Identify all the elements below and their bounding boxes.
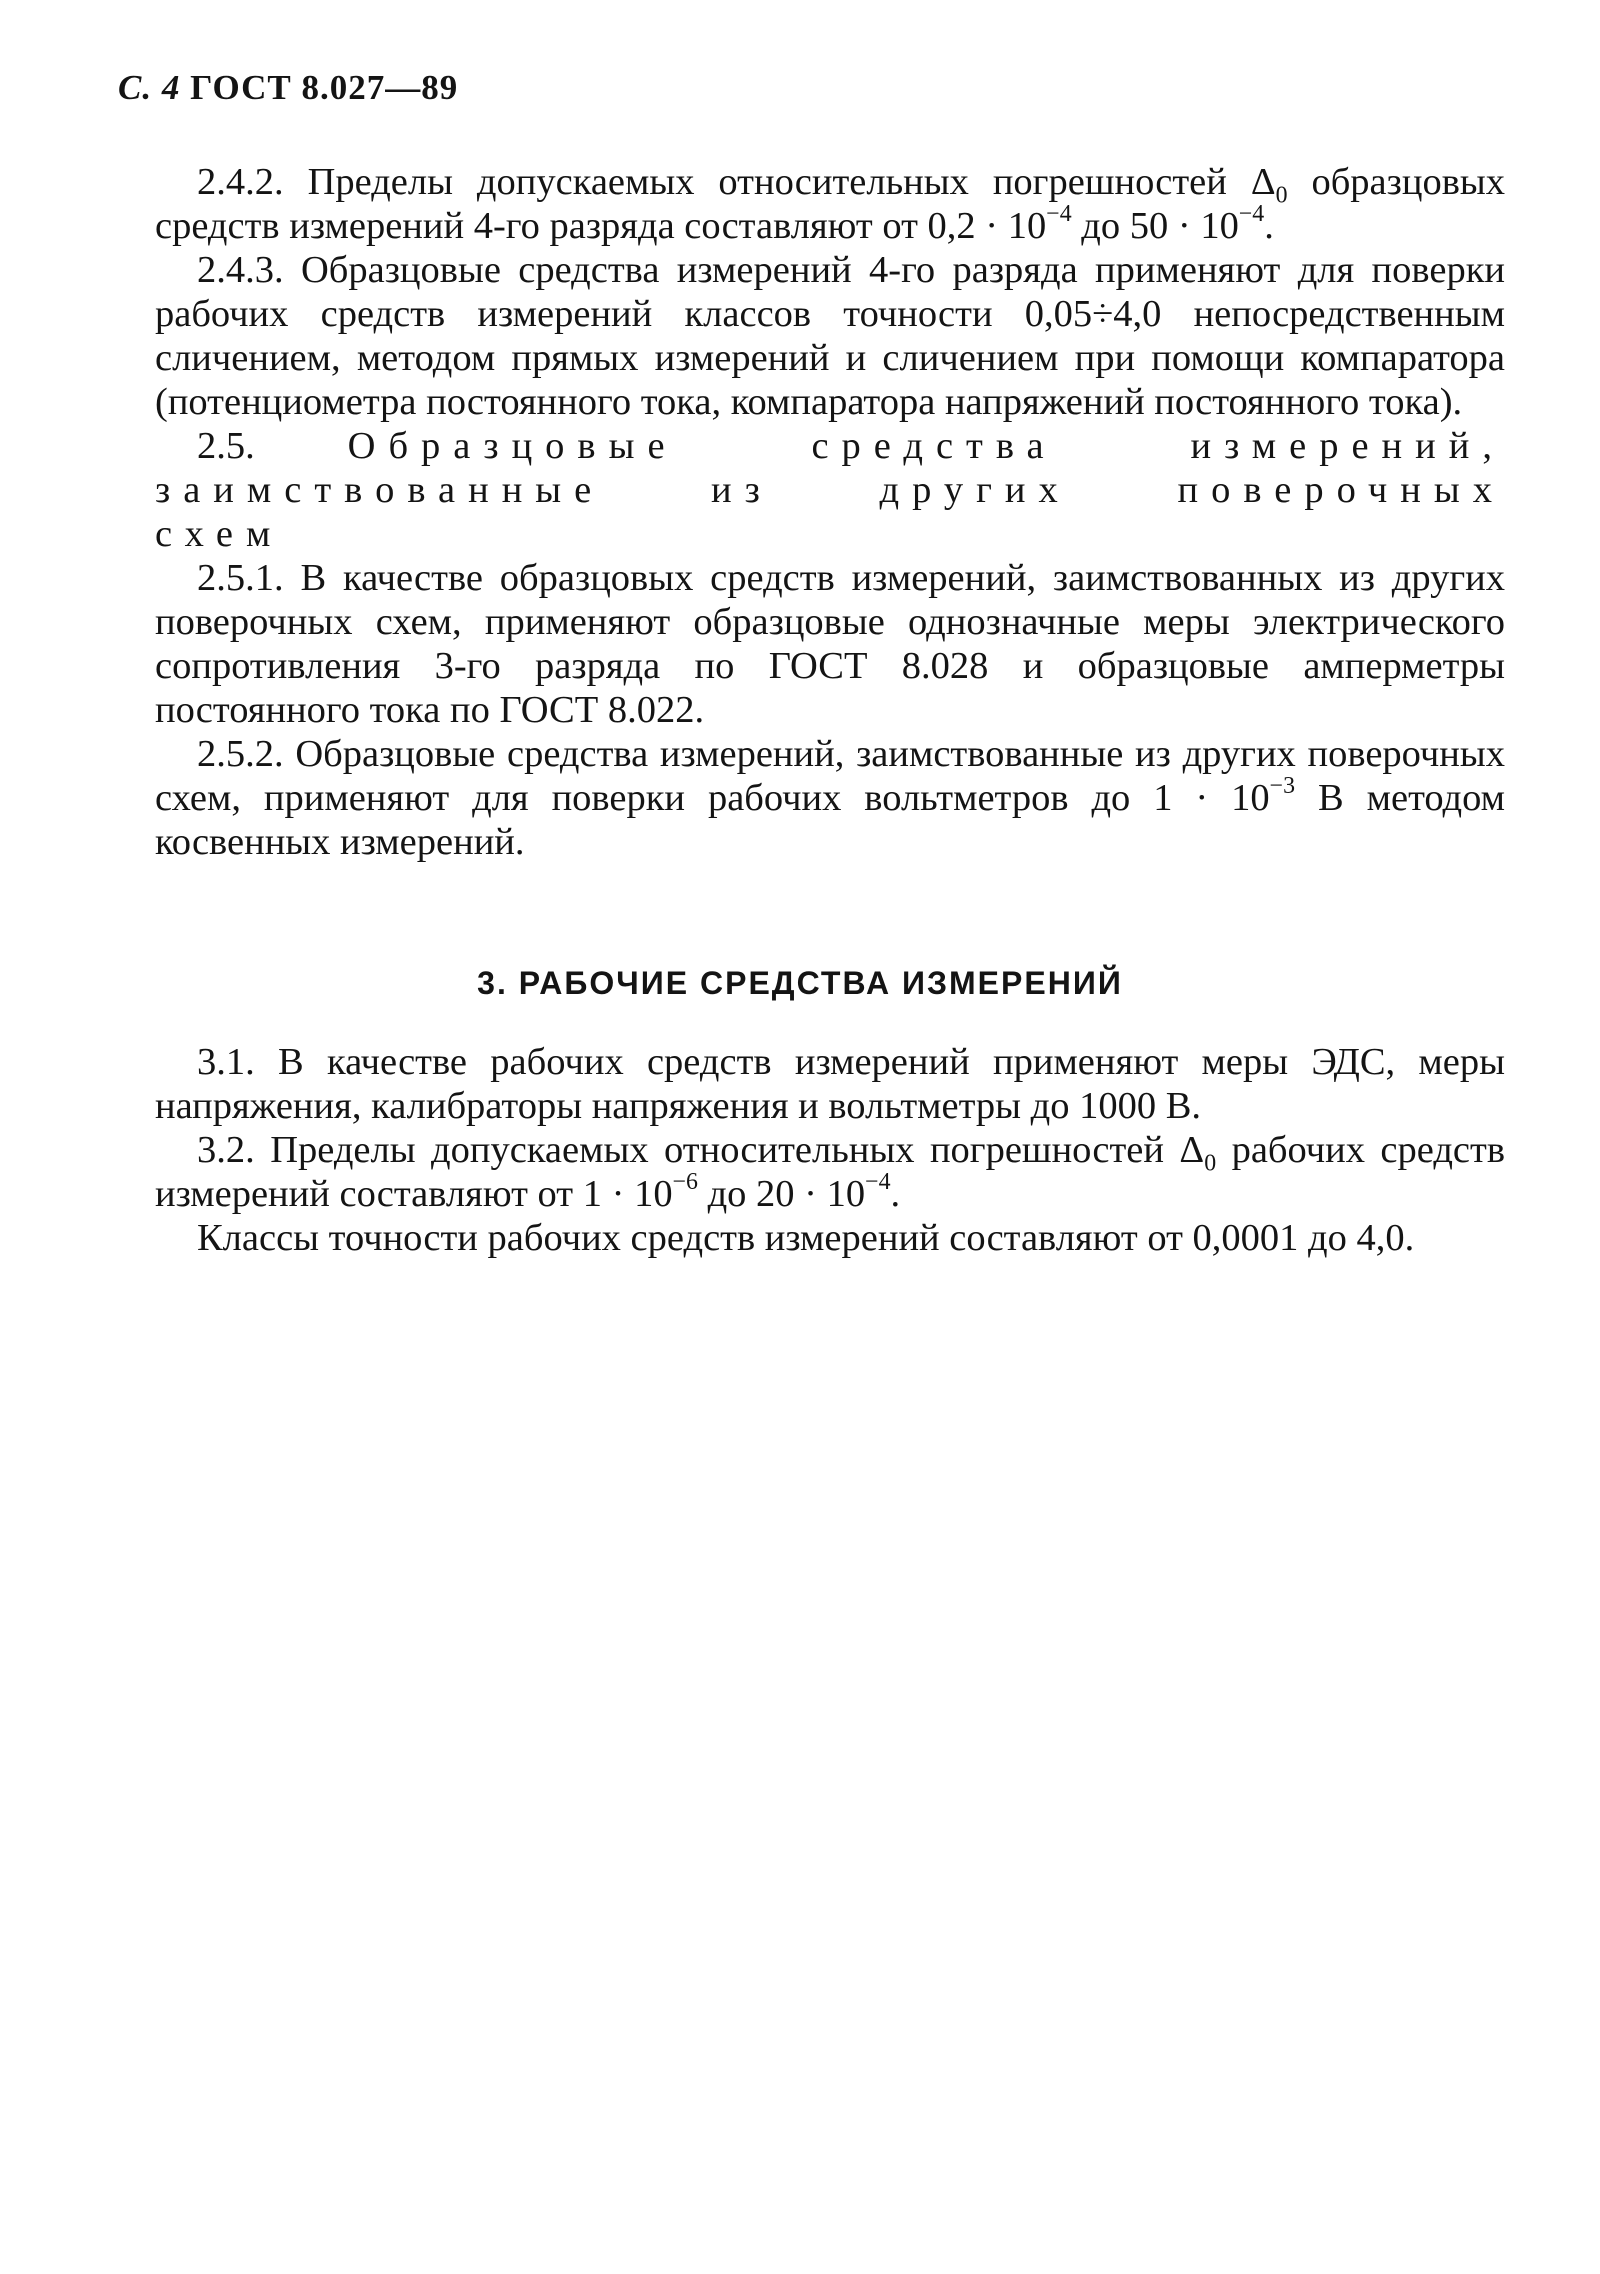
superscript: −6 [672, 1168, 698, 1195]
clause-text: В методом косвенных измерений. [155, 777, 1505, 863]
section-2-body [155, 160, 1505, 864]
clause-text: Образцовые средства измерений 4-го разряда применяют для поверки рабочих средств измерений классов точности 0,05÷4,0 непосредственным сличением, методом прямых измерений и сличением при помощи компаратора (потенциометра постоянного тока, компаратора напряжений постоянного тока). [155, 249, 1505, 423]
paragraph-2-5-1 [155, 556, 1505, 732]
subsection-heading: Образцовые средства измерений, заимствованные из других поверочных схем [155, 425, 1505, 555]
page-header [118, 68, 458, 108]
subscript: 0 [1275, 182, 1288, 209]
clause-number: 2.4.2. [197, 161, 284, 203]
clause-number: 3.1. [197, 1041, 255, 1083]
clause-number: 2.4.3. [197, 249, 284, 291]
clause-number: 2.5.2. [197, 733, 284, 775]
clause-text: Пределы допускаемых относительных погрешностей Δ [307, 161, 1276, 203]
section-3-title: 3. РАБОЧИЕ СРЕДСТВА ИЗМЕРЕНИЙ [477, 965, 1123, 1001]
superscript: −4 [1238, 200, 1265, 227]
subscript: 0 [1204, 1150, 1217, 1177]
section-3-body [155, 1040, 1505, 1260]
clause-text: образцовых средств измерений 4-го разряда составляют от 0,2 · 10 [155, 161, 1505, 247]
clause-text: Пределы допускаемых относительных погрешностей Δ [270, 1129, 1205, 1171]
paragraph-3-1 [155, 1040, 1505, 1128]
paragraph-3-2 [155, 1128, 1505, 1216]
clause-number: 2.5. [197, 425, 255, 467]
paragraph-2-4-2 [155, 160, 1505, 248]
clause-text: . [890, 1173, 901, 1215]
standard-designation: ГОСТ 8.027—89 [190, 68, 459, 107]
superscript: −3 [1269, 772, 1296, 799]
clause-text: до 20 · 10 [697, 1173, 866, 1215]
clause-text: В качестве рабочих средств измерений применяют меры ЭДС, меры напряжения, калибраторы напряжения и вольтметры до 1000 В. [155, 1041, 1505, 1127]
clause-number: 2.5.1. [197, 557, 284, 599]
clause-text: . [1264, 205, 1274, 247]
paragraph-2-5-heading [155, 424, 1505, 556]
paragraph-classes [155, 1216, 1505, 1260]
clause-text: рабочих средств измерений составляют от 1 · 10 [155, 1129, 1506, 1215]
clause-text: до 50 · 10 [1071, 205, 1239, 247]
clause-text: Образцовые средства измерений, заимствованные из других поверочных схем, применяют для поверки рабочих вольтметров до 1 · 10 [155, 733, 1505, 819]
clause-text: В качестве образцовых средств измерений, заимствованных из других поверочных схем, применяют образцовые однозначные меры электрического сопротивления 3-го разряда по ГОСТ 8.028 и образцовые амперметры постоянного тока по ГОСТ 8.022. [155, 557, 1505, 731]
superscript: −4 [1046, 200, 1072, 227]
paragraph-2-4-3 [155, 248, 1505, 424]
paragraph-2-5-2 [155, 732, 1505, 864]
page-number: С. 4 [118, 68, 181, 107]
clause-text: Классы точности рабочих средств измерений составляют от 0,0001 до 4,0. [197, 1217, 1415, 1259]
clause-number: 3.2. [197, 1129, 255, 1171]
superscript: −4 [865, 1168, 891, 1195]
